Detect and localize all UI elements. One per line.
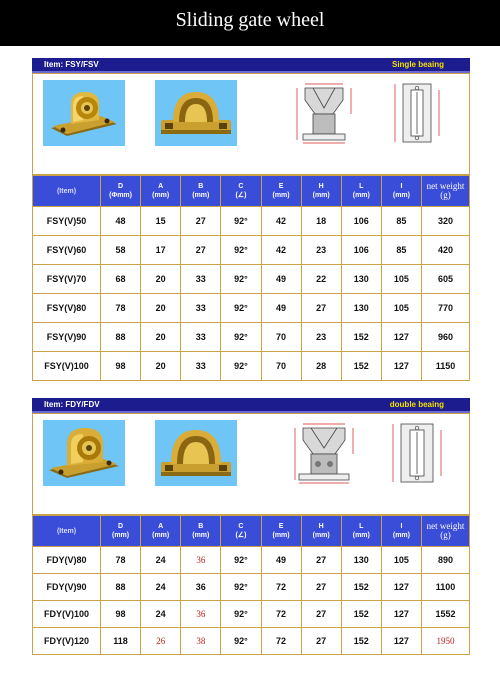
header-item-cell — [33, 516, 101, 547]
value-cell: 106 — [341, 207, 381, 236]
header-cell — [341, 176, 381, 207]
value-cell: 130 — [341, 294, 381, 323]
section-fdy — [32, 398, 470, 655]
value-cell: 127 — [381, 352, 421, 381]
value-cell: 92° — [221, 352, 261, 381]
value-cell: 98 — [101, 601, 141, 628]
product-images — [32, 413, 470, 515]
value-cell: 36 — [181, 601, 221, 628]
header-cell — [181, 516, 221, 547]
header-key: D — [118, 183, 124, 190]
header-cell-net-weight — [422, 516, 470, 547]
value-cell: 68 — [101, 265, 141, 294]
value-cell: 49 — [261, 265, 301, 294]
value-cell: 26 — [141, 628, 181, 655]
value-cell: 127 — [381, 323, 421, 352]
value-cell: 152 — [341, 601, 381, 628]
value-cell: 36 — [181, 547, 221, 574]
header-cell — [221, 176, 261, 207]
value-cell: 1100 — [422, 574, 470, 601]
value-cell: 85 — [381, 207, 421, 236]
value-cell: 33 — [181, 352, 221, 381]
value-cell: 78 — [101, 547, 141, 574]
value-cell: 36 — [181, 574, 221, 601]
value-cell: 33 — [181, 294, 221, 323]
header-cell — [301, 516, 341, 547]
item-cell: FDY(V)120 — [33, 628, 101, 655]
gold-wheel-icon — [155, 420, 237, 486]
value-cell: 118 — [101, 628, 141, 655]
header-key: E — [278, 183, 284, 190]
value-cell: 92° — [221, 207, 261, 236]
value-cell: 85 — [381, 236, 421, 265]
header-unit: (mm) — [192, 532, 210, 539]
header-cell-net-weight — [422, 176, 470, 207]
value-cell: 92° — [221, 547, 261, 574]
value-cell: 70 — [261, 323, 301, 352]
technical-drawing-icon — [381, 420, 463, 486]
gold-wheel-icon — [43, 80, 125, 146]
value-cell: 152 — [341, 574, 381, 601]
value-cell: 24 — [141, 547, 181, 574]
header-cell — [141, 176, 181, 207]
header-cell — [141, 516, 181, 547]
table-row — [33, 547, 470, 574]
header-key: A — [158, 523, 164, 530]
value-cell: 49 — [261, 547, 301, 574]
header-key: A — [158, 183, 164, 190]
item-cell: FDY(V)90 — [33, 574, 101, 601]
header-key: B — [198, 183, 204, 190]
value-cell: 72 — [261, 574, 301, 601]
value-cell: 105 — [381, 294, 421, 323]
value-cell: 105 — [381, 265, 421, 294]
header-unit: (mm) — [392, 532, 410, 539]
header-key: E — [278, 523, 284, 530]
value-cell: 127 — [381, 574, 421, 601]
value-cell: 92° — [221, 601, 261, 628]
bearing-type-label: double beaing — [389, 400, 444, 409]
header-unit: (mm) — [272, 192, 290, 199]
value-cell: 28 — [301, 352, 341, 381]
value-cell: 70 — [261, 352, 301, 381]
table-row — [33, 294, 470, 323]
value-cell: 420 — [422, 236, 470, 265]
spec-table — [32, 515, 470, 655]
header-key: net weight — [426, 181, 465, 191]
value-cell: 49 — [261, 294, 301, 323]
item-cell: FDY(V)100 — [33, 601, 101, 628]
value-cell: 320 — [422, 207, 470, 236]
header-item-cell — [33, 176, 101, 207]
item-label: Item: FSY/FSV — [44, 60, 99, 69]
value-cell: 1552 — [422, 601, 470, 628]
value-cell: 33 — [181, 323, 221, 352]
item-cell: FSY(V)60 — [33, 236, 101, 265]
header-key: H — [318, 523, 324, 530]
section-header — [32, 58, 470, 73]
header-item-label: (Item) — [56, 187, 77, 195]
value-cell: 27 — [181, 207, 221, 236]
header-key: I — [400, 523, 403, 530]
header-key: D — [118, 523, 124, 530]
value-cell: 17 — [141, 236, 181, 265]
value-cell: 42 — [261, 207, 301, 236]
value-cell: 22 — [301, 265, 341, 294]
header-unit: (mm) — [152, 532, 170, 539]
header-cell — [261, 176, 301, 207]
header-unit: (mm) — [352, 532, 370, 539]
value-cell: 20 — [141, 323, 181, 352]
header-key: net weight — [426, 521, 465, 531]
value-cell: 24 — [141, 601, 181, 628]
header-key: C — [238, 183, 244, 190]
table-row — [33, 236, 470, 265]
value-cell: 88 — [101, 323, 141, 352]
value-cell: 890 — [422, 547, 470, 574]
header-unit: (mm) — [272, 532, 290, 539]
header-key: C — [238, 523, 244, 530]
table-row — [33, 574, 470, 601]
title-bar — [0, 0, 500, 46]
header-cell — [381, 516, 421, 547]
value-cell: 92° — [221, 628, 261, 655]
header-unit: (∠) — [235, 532, 247, 539]
header-cell — [101, 176, 141, 207]
value-cell: 78 — [101, 294, 141, 323]
value-cell: 130 — [341, 265, 381, 294]
value-cell: 1150 — [422, 352, 470, 381]
table-row — [33, 323, 470, 352]
header-unit: (mm) — [312, 532, 330, 539]
header-unit: (∠) — [235, 192, 247, 199]
value-cell: 48 — [101, 207, 141, 236]
header-cell — [221, 516, 261, 547]
bearing-type-label: Single beaing — [391, 60, 444, 69]
header-key: B — [198, 523, 204, 530]
value-cell: 92° — [221, 265, 261, 294]
header-cell — [301, 176, 341, 207]
value-cell: 27 — [301, 547, 341, 574]
table-row — [33, 207, 470, 236]
value-cell: 130 — [341, 547, 381, 574]
gold-wheel-icon — [43, 420, 125, 486]
value-cell: 127 — [381, 628, 421, 655]
technical-drawing-icon — [283, 80, 365, 146]
value-cell: 152 — [341, 352, 381, 381]
header-row — [33, 176, 470, 207]
item-cell: FSY(V)90 — [33, 323, 101, 352]
header-row — [33, 516, 470, 547]
value-cell: 20 — [141, 294, 181, 323]
value-cell: 88 — [101, 574, 141, 601]
value-cell: 92° — [221, 294, 261, 323]
value-cell: 38 — [181, 628, 221, 655]
header-cell — [101, 516, 141, 547]
value-cell: 72 — [261, 601, 301, 628]
value-cell: 20 — [141, 352, 181, 381]
value-cell: 15 — [141, 207, 181, 236]
header-item-label: (Item) — [56, 527, 77, 535]
value-cell: 27 — [301, 601, 341, 628]
table-row — [33, 628, 470, 655]
header-unit: (mm) — [112, 532, 130, 539]
header-unit: (g) — [440, 190, 451, 200]
header-cell — [261, 516, 301, 547]
value-cell: 127 — [381, 601, 421, 628]
value-cell: 23 — [301, 323, 341, 352]
header-key: I — [400, 183, 403, 190]
header-key: L — [359, 523, 364, 530]
section-header — [32, 398, 470, 413]
item-cell: FSY(V)70 — [33, 265, 101, 294]
value-cell: 92° — [221, 323, 261, 352]
value-cell: 27 — [301, 628, 341, 655]
header-unit: (mm) — [352, 192, 370, 199]
technical-drawing-icon — [381, 80, 463, 146]
spec-table — [32, 175, 470, 381]
item-cell: FSY(V)50 — [33, 207, 101, 236]
header-unit: (mm) — [312, 192, 330, 199]
page-title: Sliding gate wheel — [175, 9, 325, 31]
header-cell — [381, 176, 421, 207]
value-cell: 23 — [301, 236, 341, 265]
gold-wheel-icon — [155, 80, 237, 146]
table-row — [33, 352, 470, 381]
value-cell: 92° — [221, 574, 261, 601]
value-cell: 106 — [341, 236, 381, 265]
value-cell: 152 — [341, 628, 381, 655]
header-key: L — [359, 183, 364, 190]
value-cell: 18 — [301, 207, 341, 236]
header-unit: (g) — [440, 530, 451, 540]
table-row — [33, 265, 470, 294]
header-unit: (mm) — [192, 192, 210, 199]
value-cell: 24 — [141, 574, 181, 601]
value-cell: 152 — [341, 323, 381, 352]
value-cell: 20 — [141, 265, 181, 294]
value-cell: 27 — [301, 574, 341, 601]
header-cell — [181, 176, 221, 207]
value-cell: 58 — [101, 236, 141, 265]
value-cell: 960 — [422, 323, 470, 352]
value-cell: 770 — [422, 294, 470, 323]
header-cell — [341, 516, 381, 547]
header-unit: (mm) — [392, 192, 410, 199]
header-key: H — [318, 183, 324, 190]
value-cell: 27 — [181, 236, 221, 265]
header-unit: (mm) — [152, 192, 170, 199]
value-cell: 92° — [221, 236, 261, 265]
item-cell: FDY(V)80 — [33, 547, 101, 574]
value-cell: 98 — [101, 352, 141, 381]
technical-drawing-icon — [283, 420, 365, 486]
table-row — [33, 601, 470, 628]
item-cell: FSY(V)100 — [33, 352, 101, 381]
value-cell: 1950 — [422, 628, 470, 655]
item-label: Item: FDY/FDV — [44, 400, 100, 409]
header-unit: (Φmm) — [109, 192, 132, 199]
section-fsy — [32, 58, 470, 381]
value-cell: 27 — [301, 294, 341, 323]
value-cell: 72 — [261, 628, 301, 655]
value-cell: 105 — [381, 547, 421, 574]
value-cell: 42 — [261, 236, 301, 265]
product-images — [32, 73, 470, 175]
value-cell: 33 — [181, 265, 221, 294]
item-cell: FSY(V)80 — [33, 294, 101, 323]
value-cell: 605 — [422, 265, 470, 294]
